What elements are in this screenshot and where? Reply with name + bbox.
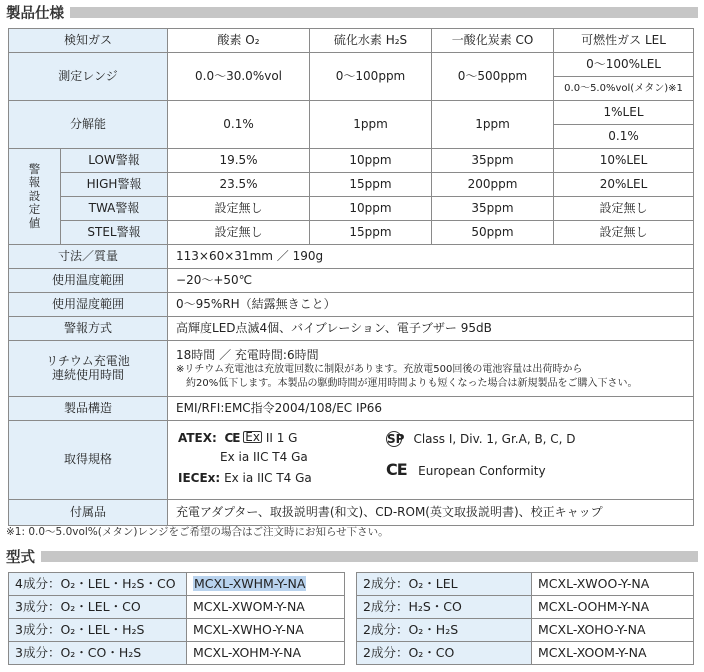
- alarm-low-lel: 10%LEL: [554, 149, 694, 173]
- model-table-right: [356, 572, 694, 665]
- iecex-line: IECEx: Ex ia IIC T4 Ga: [178, 471, 312, 485]
- dimensions-label: 寸法／質量: [9, 245, 168, 269]
- section-divider-bar: [70, 7, 698, 18]
- battery-label: リチウム充電池 連続使用時間: [9, 341, 168, 397]
- accessories-label: 付属品: [9, 500, 168, 526]
- alarm-twa-label: TWA警報: [61, 197, 168, 221]
- dimensions-value: 113×60×31mm ／ 190g: [168, 245, 694, 269]
- ce-mark-icon: CE: [224, 431, 240, 445]
- alarm-low-o2: 19.5%: [168, 149, 310, 173]
- range-h2s: 0〜100ppm: [310, 53, 432, 101]
- alarm-stel-co: 50ppm: [432, 221, 554, 245]
- resolution-lel-1: 1%LEL: [554, 101, 694, 125]
- section-divider-bar: [41, 551, 698, 562]
- table-row: [9, 642, 345, 665]
- table-row: [357, 596, 694, 619]
- alarm-high-label: HIGH警報: [61, 173, 168, 197]
- resolution-co: 1ppm: [432, 101, 554, 149]
- model-desc: 2成分：H₂S・CO: [357, 596, 532, 619]
- table-row: [9, 596, 345, 619]
- table-row: [357, 573, 694, 596]
- resolution-label: 分解能: [9, 101, 168, 149]
- model-desc: 4成分：O₂・LEL・H₂S・CO: [9, 573, 187, 596]
- structure-label: 製品構造: [9, 397, 168, 421]
- atex-code: Ex ia IIC T4 Ga: [220, 450, 308, 464]
- header-h2s: 硫化水素 H₂S: [310, 29, 432, 53]
- csa-mark-icon: SP: [387, 432, 405, 446]
- range-co: 0〜500ppm: [432, 53, 554, 101]
- table-row: [357, 642, 694, 665]
- humidity-value: 0〜95%RH（結露無きこと）: [168, 293, 694, 317]
- header-gas: 検知ガス: [9, 29, 168, 53]
- model-code[interactable]: MCXL-XOOM-Y-NA: [532, 642, 694, 665]
- header-o2: 酸素 O₂: [168, 29, 310, 53]
- structure-value: EMI/RFI:EMC指令2004/108/EC IP66: [168, 397, 694, 421]
- footnote: ※1: 0.0〜5.0vol%(メタン)レンジをご希望の場合はご注文時にお知らせ下さい。: [6, 526, 389, 538]
- model-desc: 2成分：O₂・LEL: [357, 573, 532, 596]
- alarm-stel-o2: 設定無し: [168, 221, 310, 245]
- model-code[interactable]: MCXL-XWOO-Y-NA: [532, 573, 694, 596]
- humidity-label: 使用湿度範囲: [9, 293, 168, 317]
- range-o2: 0.0〜30.0%vol: [168, 53, 310, 101]
- model-code[interactable]: MCXL-XWHO-Y-NA: [187, 619, 345, 642]
- accessories-value: 充電アダプター、取扱説明書(和文)、CD-ROM(英文取扱説明書)、校正キャップ: [168, 500, 694, 526]
- table-row: [9, 573, 345, 596]
- resolution-o2: 0.1%: [168, 101, 310, 149]
- atex-line: ATEX: CE Ex II 1 G: [178, 430, 298, 445]
- model-desc: 2成分：O₂・CO: [357, 642, 532, 665]
- ce-line: CE European Conformity: [386, 460, 546, 479]
- header-co: 一酸化炭素 CO: [432, 29, 554, 53]
- alarm-stel-lel: 設定無し: [554, 221, 694, 245]
- model-desc: 3成分：O₂・LEL・CO: [9, 596, 187, 619]
- model-code[interactable]: MCXL-XWOM-Y-NA: [187, 596, 345, 619]
- model-code[interactable]: MCXL-XOHO-Y-NA: [532, 619, 694, 642]
- alarm-high-co: 200ppm: [432, 173, 554, 197]
- alarm-high-lel: 20%LEL: [554, 173, 694, 197]
- model-table-left: [8, 572, 345, 665]
- spec-table: [8, 28, 694, 526]
- resolution-h2s: 1ppm: [310, 101, 432, 149]
- alarm-low-co: 35ppm: [432, 149, 554, 173]
- ce-conformity-icon: CE: [386, 460, 407, 479]
- spec-section-title: 製品仕様: [6, 5, 64, 22]
- alarm-low-h2s: 10ppm: [310, 149, 432, 173]
- range-label: 測定レンジ: [9, 53, 168, 101]
- certs-label: 取得規格: [9, 421, 168, 500]
- model-code[interactable]: MCXL-XOHM-Y-NA: [187, 642, 345, 665]
- csa-line: SP Class I, Div. 1, Gr.A, B, C, D: [387, 432, 576, 446]
- table-row: [357, 619, 694, 642]
- certs-value: [168, 421, 694, 500]
- alarm-method-value: 高輝度LED点滅4個、バイブレーション、電子ブザー 95dB: [168, 317, 694, 341]
- header-lel: 可燃性ガス LEL: [554, 29, 694, 53]
- spec-section-header: [6, 2, 698, 22]
- model-section-header: [6, 546, 698, 566]
- range-lel-2: 0.0〜5.0%vol(メタン)※1: [554, 77, 694, 101]
- alarm-twa-lel: 設定無し: [554, 197, 694, 221]
- alarm-twa-h2s: 10ppm: [310, 197, 432, 221]
- battery-value: 18時間 ／ 充電時間:6時間 ※リチウム充電池は充放電回数に制限があります。充放電500回後の電池容量は出荷時から 約20%低下します。本製品の駆動時間が運用時間よりも短くなった場合は新規製品をご購入下さい。: [168, 341, 694, 397]
- ex-mark-icon: Ex: [245, 430, 260, 444]
- alarm-high-h2s: 15ppm: [310, 173, 432, 197]
- range-lel-1: 0〜100%LEL: [554, 53, 694, 77]
- temperature-value: −20〜+50℃: [168, 269, 694, 293]
- alarm-stel-label: STEL警報: [61, 221, 168, 245]
- model-desc: 2成分：O₂・H₂S: [357, 619, 532, 642]
- temperature-label: 使用温度範囲: [9, 269, 168, 293]
- model-desc: 3成分：O₂・CO・H₂S: [9, 642, 187, 665]
- alarm-twa-co: 35ppm: [432, 197, 554, 221]
- model-desc: 3成分：O₂・LEL・H₂S: [9, 619, 187, 642]
- alarm-twa-o2: 設定無し: [168, 197, 310, 221]
- table-row: [9, 619, 345, 642]
- model-section-title: 型式: [6, 549, 35, 566]
- alarm-group-label: 警報設定値: [9, 149, 61, 245]
- model-code[interactable]: MCXL-OOHM-Y-NA: [532, 596, 694, 619]
- alarm-high-o2: 23.5%: [168, 173, 310, 197]
- model-code[interactable]: MCXL-XWHM-Y-NA: [187, 573, 345, 596]
- alarm-method-label: 警報方式: [9, 317, 168, 341]
- resolution-lel-2: 0.1%: [554, 125, 694, 149]
- alarm-stel-h2s: 15ppm: [310, 221, 432, 245]
- alarm-low-label: LOW警報: [61, 149, 168, 173]
